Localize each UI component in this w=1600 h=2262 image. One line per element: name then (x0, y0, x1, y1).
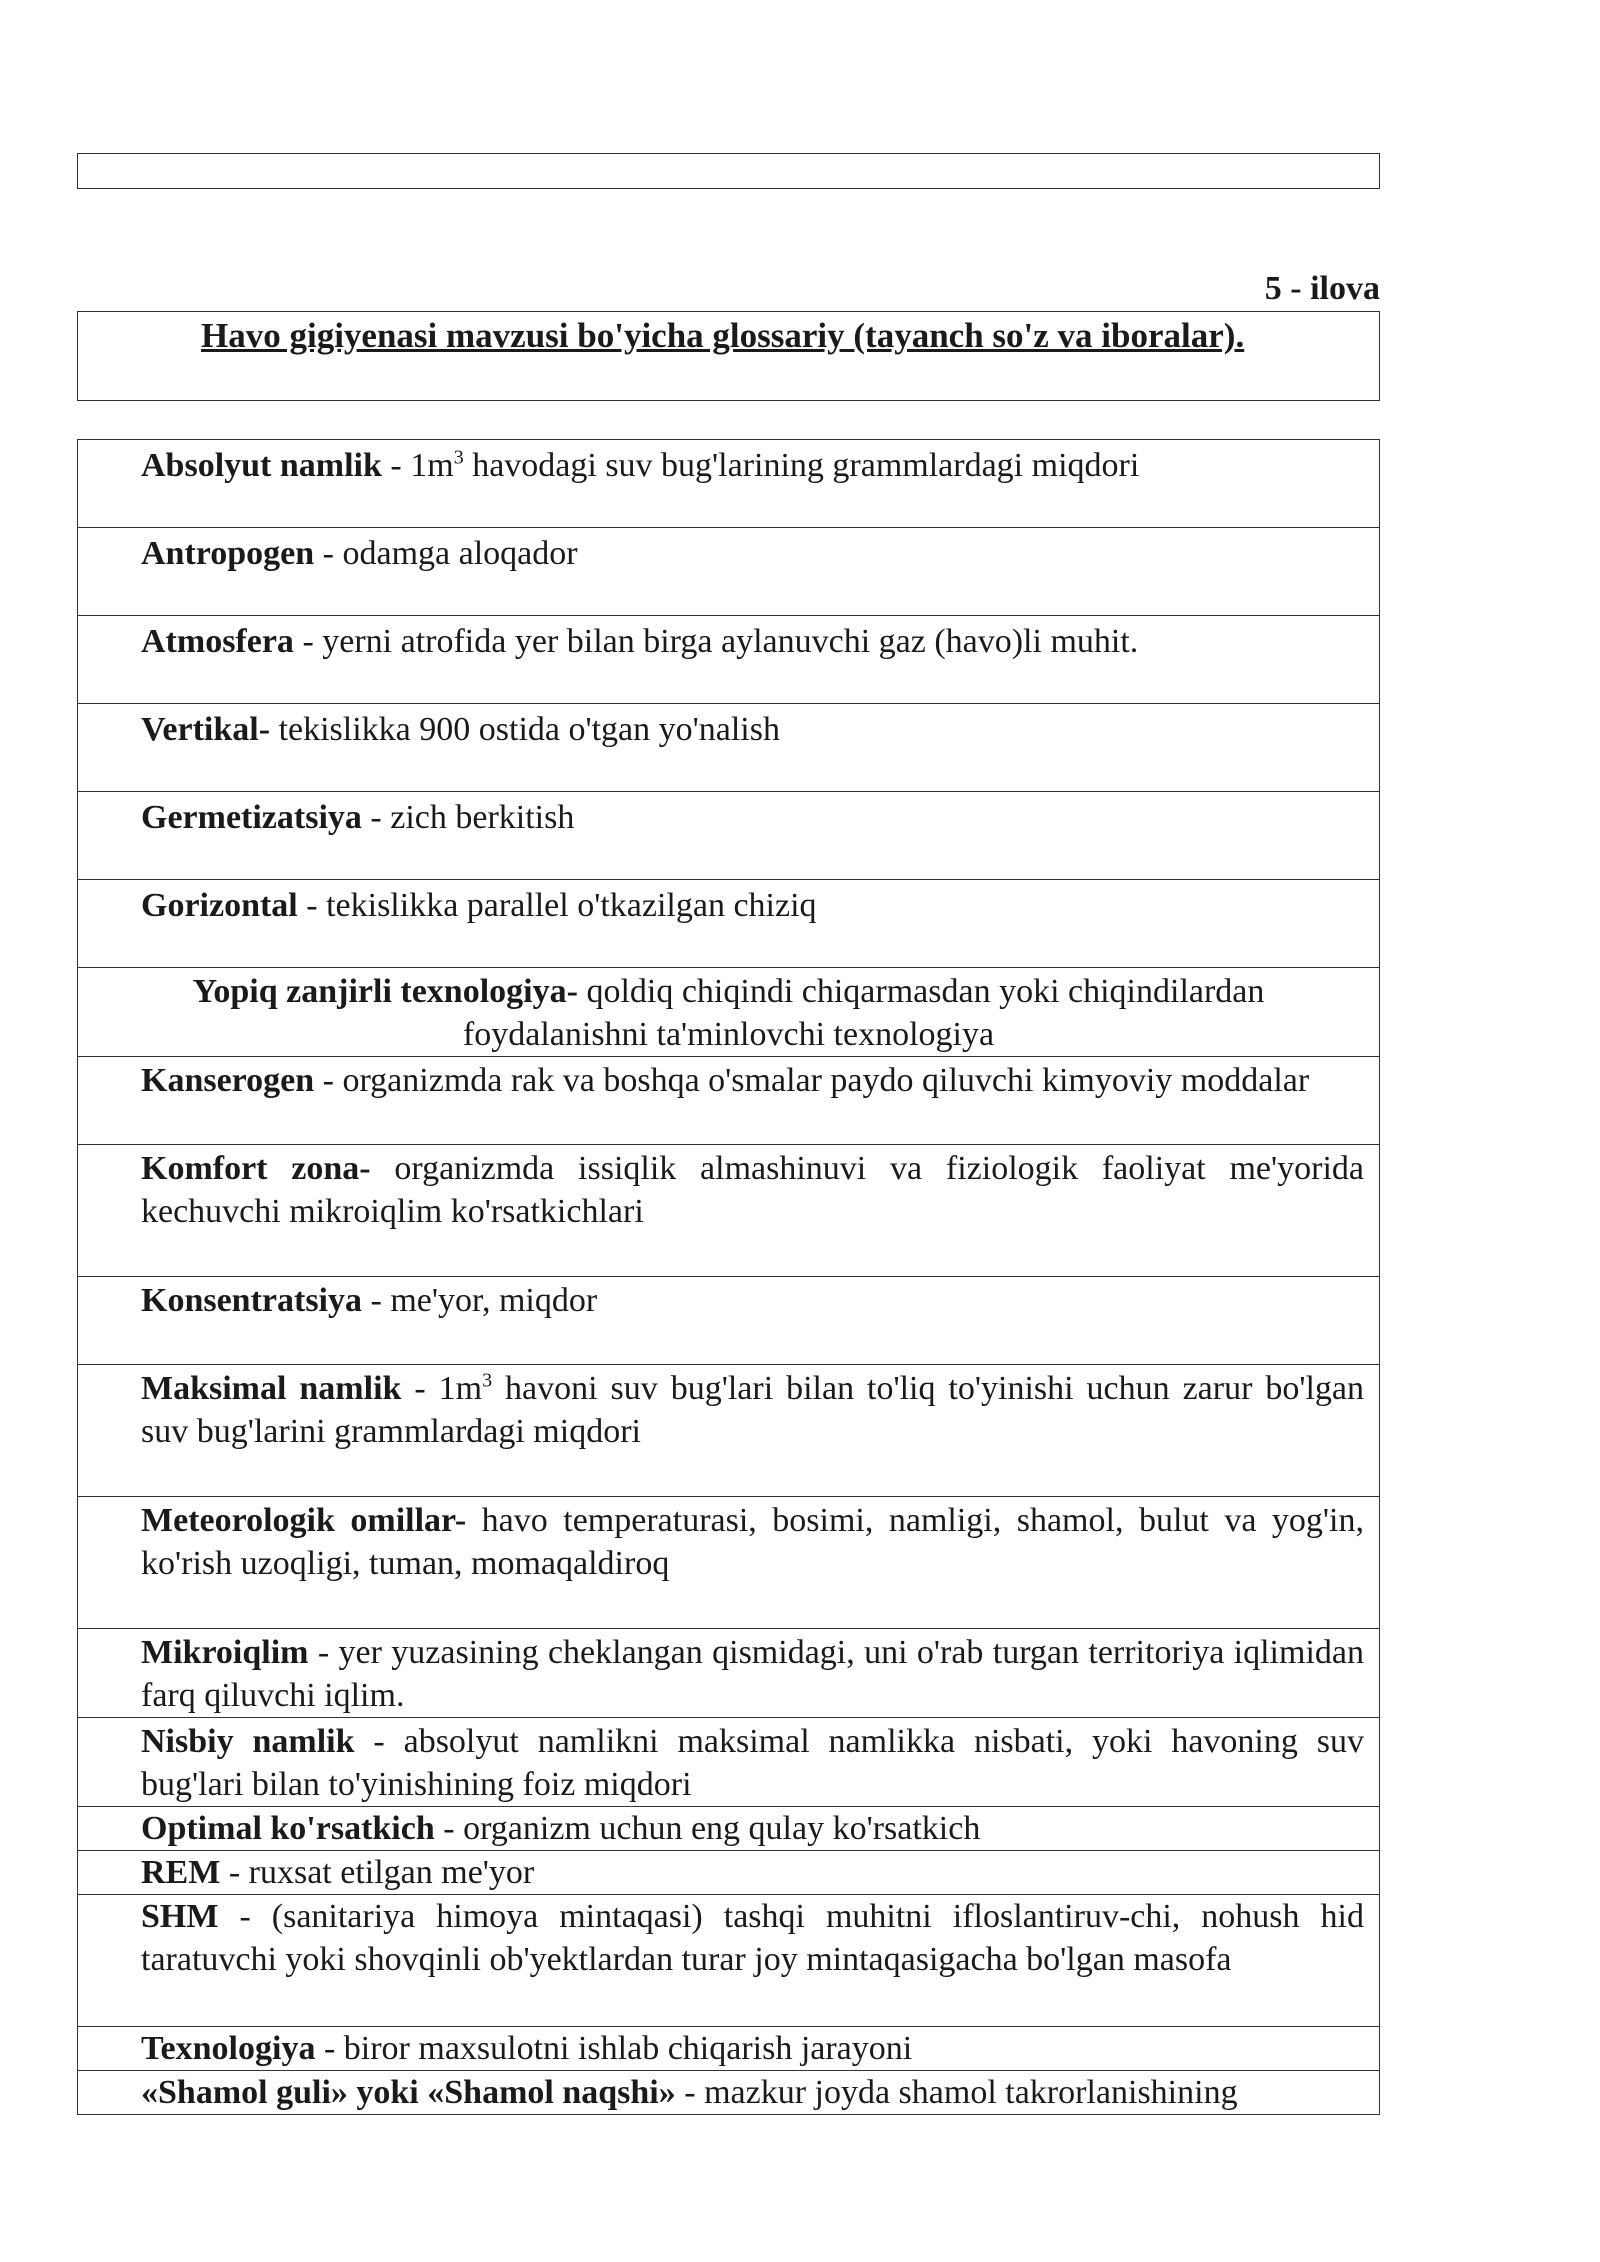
entry-term: Konsentratsiya (141, 1282, 362, 1319)
entry-definition: - 1m (401, 1370, 483, 1407)
glossary-entry (78, 2071, 1380, 2115)
glossary-row (78, 1895, 1380, 2027)
glossary-entry (78, 1365, 1380, 1497)
glossary-entry (78, 1145, 1380, 1277)
glossary-row (78, 1145, 1380, 1277)
entry-term: Kanserogen (141, 1062, 315, 1099)
entry-term: Optimal ko'rsatkich (141, 1810, 435, 1847)
entry-definition: - me'yor, miqdor (362, 1282, 598, 1319)
entry-definition: - organizm uchun eng qulay ko'rsatkich (434, 1810, 981, 1847)
glossary-entry (78, 1629, 1380, 1718)
entry-definition: tekislikka 900 ostida o'tgan yo'nalish (270, 711, 780, 748)
entry-definition: - odamga aloqador (314, 535, 578, 572)
entry-term: Mikroiqlim (141, 1634, 309, 1671)
glossary-row (78, 1497, 1380, 1629)
glossary-row (78, 1629, 1380, 1718)
glossary-entry (78, 968, 1380, 1057)
empty-header-box (77, 153, 1380, 189)
glossary-entry (78, 1851, 1380, 1895)
entry-definition: - ruxsat etilgan me'yor (220, 1854, 535, 1891)
entry-definition: - (sanitariya himoya mintaqasi) tashqi muhitni ifloslantiruv-chi, nohush hid taratuvchi yoki shovqinli ob'yektlardan turar joy mintaqasigacha bo'lgan masofa (141, 1898, 1364, 1978)
glossary-row (78, 440, 1380, 528)
entry-definition: havodagi suv bug'larining grammlardagi miqdori (463, 447, 1140, 484)
glossary-title: Havo gigiyenasi mavzusi bo'yicha glossariy (tayanch so'z va iboralar). (201, 316, 1245, 355)
entry-term: Meteorologik omillar- (141, 1502, 467, 1539)
title-box (77, 311, 1380, 401)
entry-term: SHM (141, 1898, 219, 1935)
entry-term: Atmosfera (141, 623, 294, 660)
entry-term: REM (141, 1854, 221, 1891)
glossary-row (78, 880, 1380, 968)
entry-definition: - 1m (381, 447, 454, 484)
glossary-row (78, 792, 1380, 880)
glossary-entry (78, 1807, 1380, 1851)
entry-definition: - biror maxsulotni ishlab chiqarish jarayoni (315, 2030, 913, 2067)
entry-definition: - absolyut namlikni maksimal namlikka nisbati, yoki havoning suv bug'lari bilan to'yinishining foiz miqdori (141, 1723, 1364, 1803)
entry-definition: - mazkur joyda shamol takrorlanishining (675, 2074, 1238, 2111)
glossary-row (78, 1807, 1380, 1851)
glossary-row (78, 528, 1380, 616)
entry-term: Texnologiya (141, 2030, 316, 2067)
glossary-row (78, 1718, 1380, 1807)
entry-definition: - yer yuzasining cheklangan qismidagi, uni o'rab turgan territoriya iqlimidan farq qiluvchi iqlim. (141, 1634, 1364, 1714)
entry-term: Komfort zona- (141, 1150, 371, 1187)
entry-definition: - tekislikka parallel o'tkazilgan chiziq (297, 887, 817, 924)
entry-term: Yopiq zanjirli texnologiya- (192, 973, 578, 1010)
entry-definition: qoldiq chiqindi chiqarmasdan yoki chiqindilardan foydalanishni ta'minlovchi texnologiya (462, 973, 1265, 1053)
glossary-row (78, 704, 1380, 792)
glossary-entry (78, 1057, 1380, 1145)
entry-definition: - organizmda rak va boshqa o'smalar paydo qiluvchi kimyoviy moddalar (314, 1062, 1310, 1099)
glossary-entry (78, 1718, 1380, 1807)
entry-term: Vertikal- (141, 711, 271, 748)
glossary-entry (78, 704, 1380, 792)
glossary-entry (78, 528, 1380, 616)
superscript: 3 (482, 1369, 493, 1392)
superscript: 3 (453, 446, 464, 469)
glossary-entry (78, 2027, 1380, 2071)
entry-definition: havoni suv bug'lari bilan to'liq to'yinishi uchun zarur bo'lgan suv bug'larini grammlardagi miqdori (141, 1370, 1364, 1450)
entry-definition: - yerni atrofida yer bilan birga aylanuvchi gaz (havo)li muhit. (293, 623, 1139, 660)
entry-term: Maksimal namlik (141, 1370, 402, 1407)
entry-definition: organizmda issiqlik almashinuvi va fiziologik faoliyat me'yorida kechuvchi mikroiqlim ko'rsatkichlari (141, 1150, 1364, 1230)
glossary-row (78, 2027, 1380, 2071)
entry-term: Germetizatsiya (141, 799, 362, 836)
entry-definition: havo temperaturasi, bosimi, namligi, shamol, bulut va yog'in, ko'rish uzoqligi, tuman, momaqaldiroq (141, 1502, 1364, 1582)
entry-term: «Shamol guli» yoki «Shamol naqshi» (141, 2074, 676, 2111)
glossary-entry (78, 1277, 1380, 1365)
entry-term: Nisbiy namlik (141, 1723, 355, 1760)
glossary-entry (78, 1497, 1380, 1629)
entry-term: Absolyut namlik (141, 447, 382, 484)
glossary-row (78, 1365, 1380, 1497)
glossary-row (78, 968, 1380, 1057)
glossary-row (78, 1851, 1380, 1895)
glossary-entry (78, 792, 1380, 880)
glossary-entry (78, 880, 1380, 968)
glossary-row (78, 1277, 1380, 1365)
entry-term: Antropogen (141, 535, 315, 572)
appendix-label: 5 - ilova (1264, 270, 1380, 307)
glossary-entry (78, 1895, 1380, 2027)
glossary-table (77, 439, 1380, 2115)
glossary-row (78, 616, 1380, 704)
glossary-entry (78, 616, 1380, 704)
entry-definition: - zich berkitish (361, 799, 575, 836)
entry-term: Gorizontal (141, 887, 298, 924)
glossary-entry (78, 440, 1380, 528)
glossary-row (78, 2071, 1380, 2115)
glossary-row (78, 1057, 1380, 1145)
